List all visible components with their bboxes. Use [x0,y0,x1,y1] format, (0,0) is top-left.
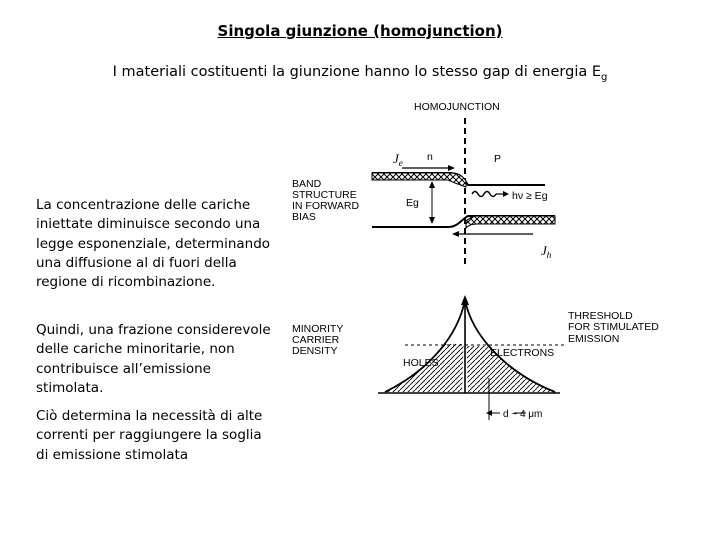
svg-text:EMISSION: EMISSION [568,333,620,345]
band-structure-label [292,178,359,223]
figure-header: HOMOJUNCTION [414,101,500,113]
svg-text:IN FORWARD: IN FORWARD [292,200,360,212]
electron-filled-region [372,173,466,187]
page-title: Singola giunzione (homojunction) [217,22,503,40]
svg-text:BAND: BAND [292,178,322,190]
paragraph-minority-carriers: Quindi, una frazione considerevole delle cariche minoritarie, non contribuisce all’emissione stimolata. [36,322,271,396]
p-region-label: P [494,153,502,165]
electron-current-label: $J_e$ [393,151,403,168]
holes-label: HOLES [403,357,439,369]
photon-wave [472,192,496,197]
svg-text:STRUCTURE: STRUCTURE [292,189,357,201]
paragraph-diffusion: La concentrazione delle cariche iniettate diminuisce secondo una legge esponenziale, determinando una diffusione al di fuori della regione di ricombinazione. [36,197,271,291]
n-region-label: n [427,151,433,163]
stimulated-threshold-label [568,310,659,345]
paragraph-high-currents: Ciò determina la necessità di alte correnti per raggiungere la soglia di emissione stimolata [36,408,263,463]
subtitle-subscript: g [601,71,608,83]
electrons-label: ELECTRONS [490,347,555,359]
svg-text:BIAS: BIAS [292,211,316,223]
svg-text:MINORITY: MINORITY [292,323,344,335]
energy-gap-label: Eg [406,197,419,209]
subtitle-text: I materiali costituenti la giunzione hanno lo stesso gap di energia E [112,64,602,80]
recombination-width-label: d ~ 4 μm [503,409,543,420]
svg-text:CARRIER: CARRIER [292,334,340,346]
minority-carrier-density-label [292,323,343,357]
svg-text:THRESHOLD: THRESHOLD [568,310,633,322]
svg-text:DENSITY: DENSITY [292,345,338,357]
hole-filled-region [466,216,555,228]
hole-current-label: $J_h$ [541,243,552,260]
svg-text:FOR STIMULATED: FOR STIMULATED [568,321,659,333]
photon-energy-label: hν ≥ Eg [512,190,548,202]
